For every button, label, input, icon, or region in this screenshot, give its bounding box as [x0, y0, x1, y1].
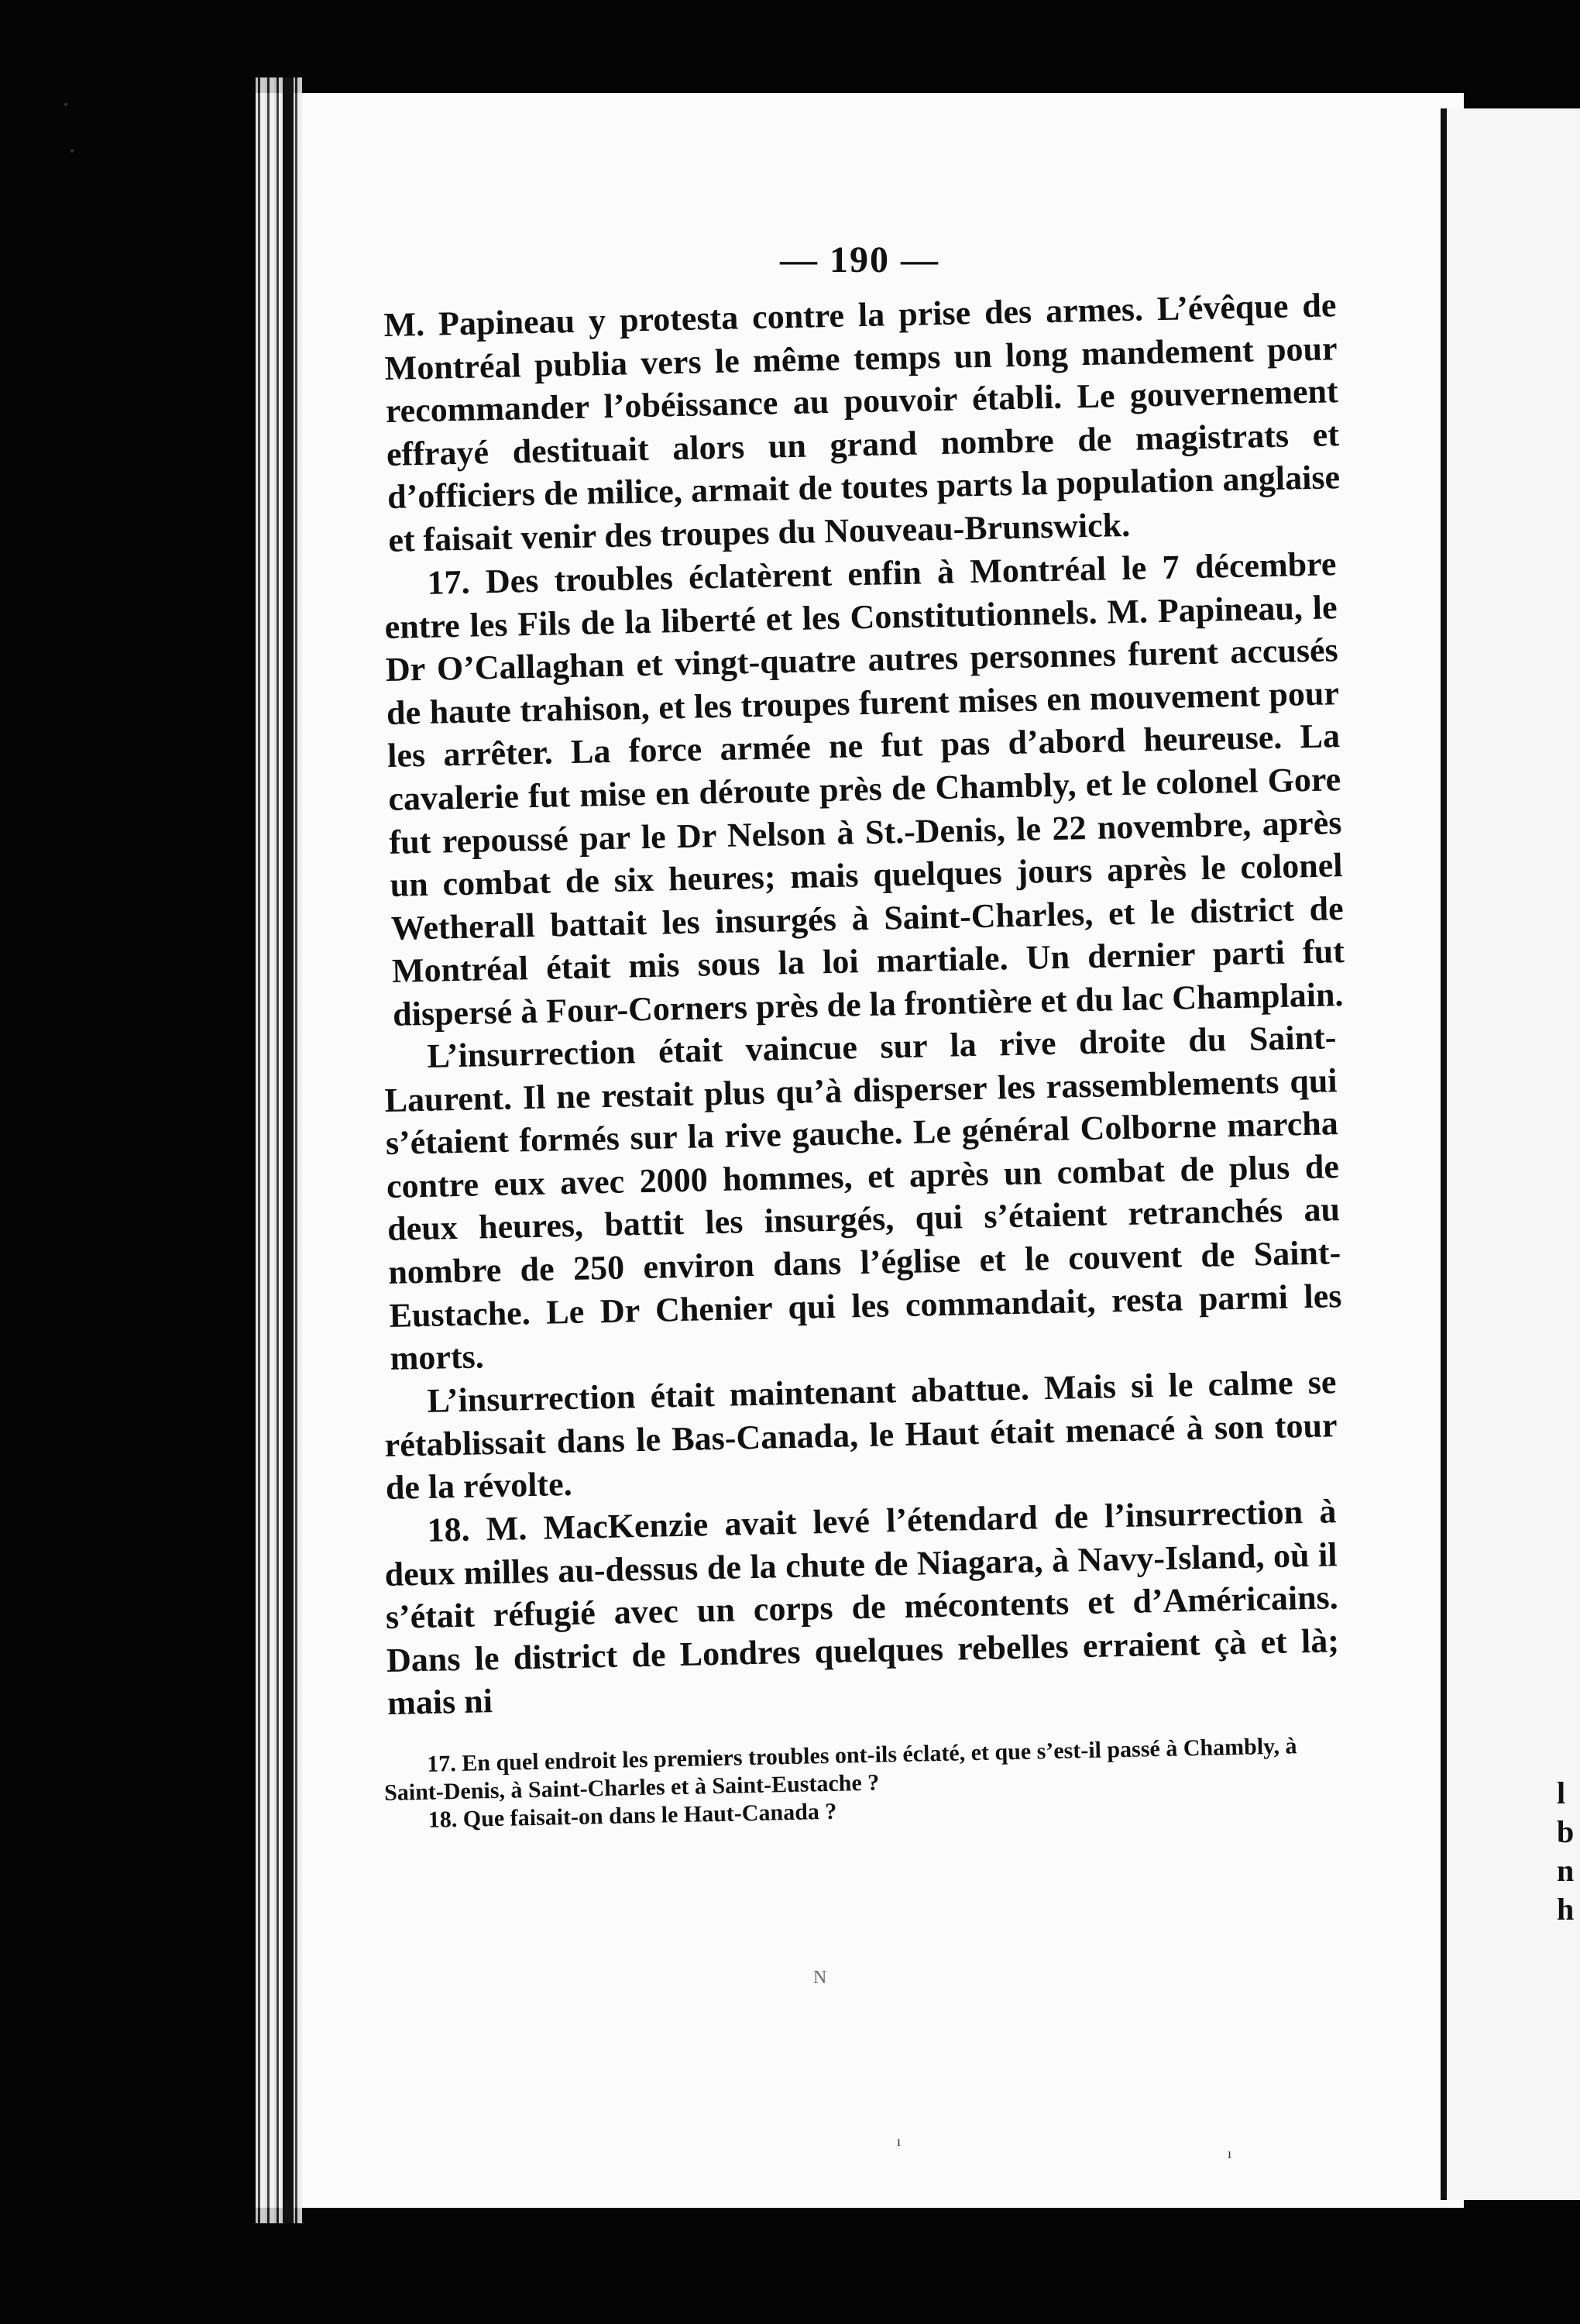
scan-speck: ı	[1228, 2146, 1232, 2161]
footnotes	[383, 1731, 1338, 1835]
page-content	[383, 232, 1345, 1835]
footnote-17: 17. En quel endroit les premiers troubles ont-ils éclaté, et que s’est-il passé à Chambly, à Saint-Denis, à Saint-Charles et à Saint-Eustache ?	[383, 1732, 1297, 1806]
footnote-18: 18. Que faisait-on dans le Haut-Canada ?	[428, 1798, 837, 1833]
paragraph-1: M. Papineau y protesta contre la prise des armes. L’évêque de Montréal publia vers le même temps un long mandement pour recommander l’obéissance au pouvoir établi. Le gouvernement effrayé destituait alors un grand nombre de magistrats et d’officiers de milice, armait de toutes parts la population anglaise et faisait venir des troupes du Nouveau-Brunswick.	[383, 286, 1341, 559]
book-spine-shadow	[283, 77, 294, 2223]
scan-speck: ı	[897, 2133, 902, 2149]
scan-speck: •	[64, 97, 69, 112]
paragraph-5: 18. M. MacKenzie avait levé l’étendard de l’insurrection à deux milles au-dessus de la chute de Niagara, à Navy-Island, où il s’était réfugié avec un corps de mécontents et d’Américains. Dans le district de Londres quelques rebelles erraient çà et là; mais ni	[384, 1491, 1340, 1722]
scan-speck: •	[70, 143, 75, 159]
page-number: — 190 —	[780, 239, 939, 280]
paragraph-3: L’insurrection était vaincue sur la rive droite du Saint-Laurent. Il ne restait plus qu’à disperser les rassemblements qui s’étaient formés sur la rive gauche. Le général Colborne marcha contre eux avec 2000 hommes, et après un combat de plus de deux heures, battit les insurgés, qui s’étaient retranchés au nombre de 250 environ dans l’église et le couvent de Saint-Eustache. Le Dr Chenier qui les commandait, resta parmi les morts.	[384, 1018, 1342, 1378]
book-binding-edge	[256, 77, 302, 2223]
paragraph-2: 17. Des troubles éclatèrent enfin à Montréal le 7 décembre entre les Fils de la liberté et les Constitutionnels. M. Papineau, le Dr O’Callaghan et vingt-quatre autres personnes furent accusés de haute trahison, et les troupes furent mises en mouvement pour les arrêter. La force armée ne fut pas d’abord heureuse. La cavalerie fut mise en déroute près de Chambly, et le colonel Gore fut repoussé par le Dr Nelson à St.-Denis, le 22 novembre, après un combat de six heures; mais quelques jours après le colonel Wetherall battait les insurgés à Saint-Charles, et le district de Montréal était mis sous la loi martiale. Un dernier parti fut dispersé à Four-Corners près de la frontière et du lac Champlain.	[384, 544, 1345, 1033]
signature-mark: N	[813, 1968, 827, 1988]
paragraph-4: L’insurrection était maintenant abattue. Mais si le calme se rétablissait dans le Bas-Canada, le Haut était menacé à son tour de la révolte.	[384, 1363, 1338, 1507]
adjacent-page-fragment: l b n h	[1557, 1776, 1575, 1927]
